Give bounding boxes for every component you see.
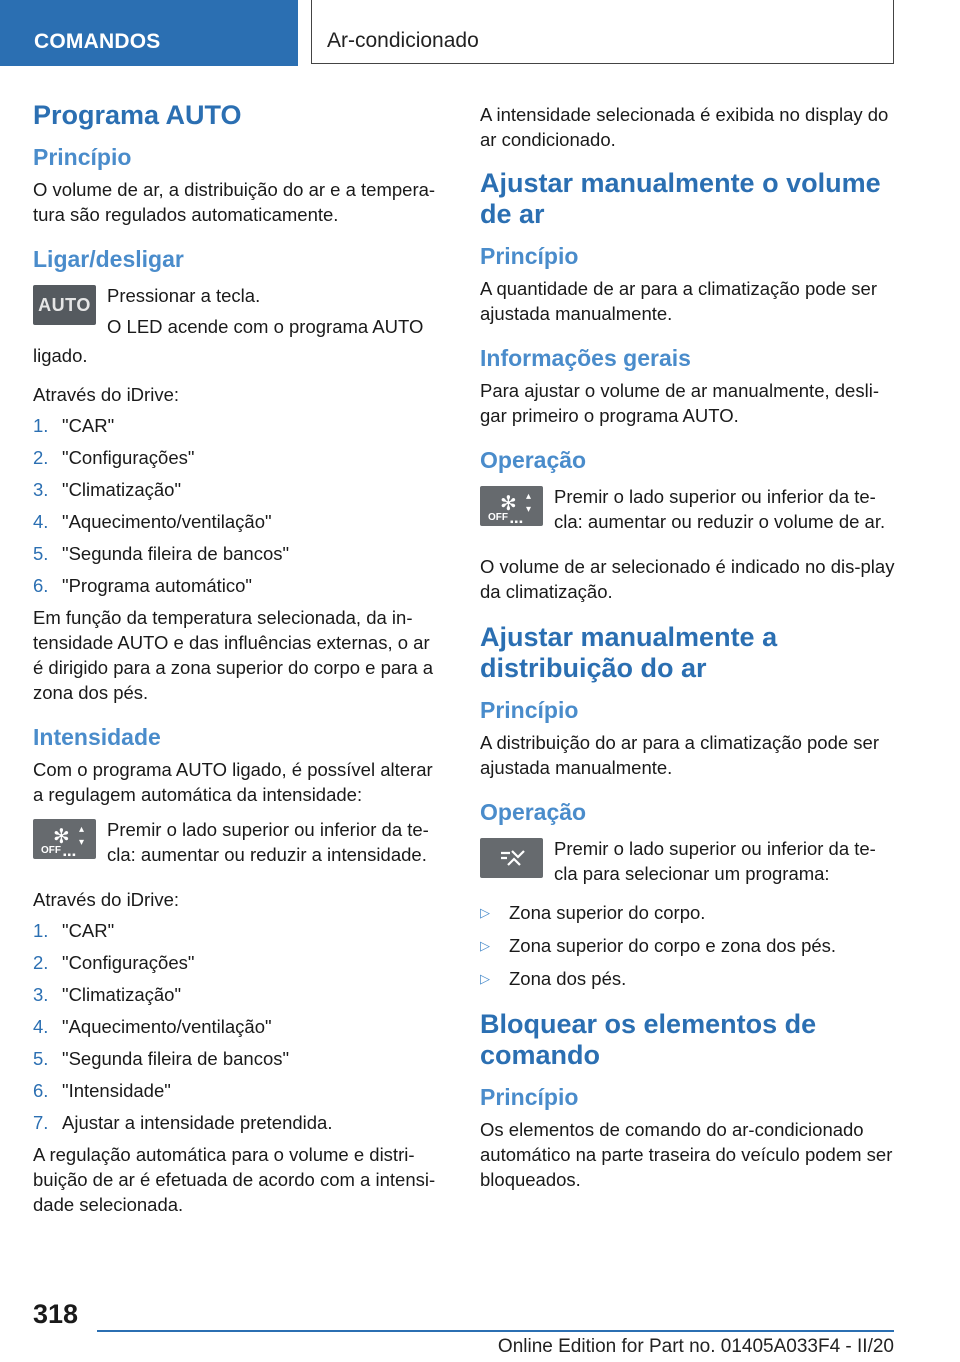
idrive-intro-2: Através do iDrive: — [33, 889, 179, 910]
distribuicao-principio-heading: Princípio — [480, 697, 579, 723]
fan-button-icon — [480, 486, 543, 526]
header-chapter-tab — [311, 0, 894, 64]
intensidade-key-text: Premir o lado superior ou inferior da te-cla: aumentar ou reduzir a intensidade. — [107, 819, 429, 865]
bloquear-title: Bloquear os elementos de comando — [480, 1009, 817, 1070]
principio-text: O volume de ar, a distribuição do ar e a tempera-tura são regulados automaticamente. — [33, 179, 436, 225]
auto-button-label: AUTO — [38, 295, 91, 315]
footer-divider — [97, 1330, 894, 1332]
bloquear-principio-heading: Princípio — [480, 1084, 579, 1110]
intensity-dots-icon: ▪▪▪ — [510, 517, 524, 528]
air-distribution-button-icon — [480, 838, 543, 878]
auto-key-row — [33, 283, 443, 345]
intensidade-text: Com o programa AUTO ligado, é possível alterar a regulagem automática da intensidade: — [33, 759, 433, 805]
list-item: ▷ Zona superior do corpo e zona dos pés. — [480, 935, 837, 956]
bloquear-principio-text: Os elementos de comando do ar-condicionado automático na parte traseira do veículo podem ser bloqueados. — [480, 1119, 893, 1190]
fan-key-row-right — [480, 484, 895, 540]
chevron-up-down-icon: ▴ ▾ — [526, 491, 532, 515]
left-column — [33, 100, 443, 1227]
list-item: 5. "Segunda fileira de bancos" — [33, 1048, 290, 1069]
regulacao-text: A regulação automática para o volume e distri-buição de ar é efetuada de acordo com a intensi-dade selecionada. — [33, 1144, 436, 1215]
list-item: 4. "Aquecimento/ventilação" — [33, 511, 272, 532]
distribution-programs-list — [480, 900, 895, 991]
operacao-key-text-1: Premir o lado superior ou inferior da te-cla: aumentar ou reduzir o volume de ar. — [554, 486, 886, 532]
auto-button-icon — [33, 285, 96, 325]
triangle-bullet-icon: ▷ — [480, 905, 490, 920]
off-label: OFF — [488, 512, 508, 523]
header-chapter-label: Ar-condicionado — [327, 29, 479, 52]
list-item: 1. "CAR" — [33, 415, 115, 436]
operacao-heading-1: Operação — [480, 447, 587, 473]
funcao-text: Em função da temperatura selecionada, da in-tensidade AUTO e das influências externas, o ar é dirigido para a zona superior do corpo e para a zona dos pés. — [33, 607, 434, 703]
list-item: 1. "CAR" — [33, 920, 115, 941]
chevron-up-down-icon: ▴ ▾ — [79, 824, 85, 848]
list-item: ▷ Zona superior do corpo. — [480, 902, 706, 923]
volume-principio-heading: Princípio — [480, 243, 579, 269]
triangle-bullet-icon: ▷ — [480, 971, 490, 986]
operacao-key-text-2: Premir o lado superior ou inferior da te-cla para selecionar um programa: — [554, 838, 876, 884]
intro-text: A intensidade selecionada é exibida no display do ar condicionado. — [480, 104, 889, 150]
operacao-heading-2: Operação — [480, 799, 587, 825]
list-item: 3. "Climatização" — [33, 984, 182, 1005]
auto-key-line-1: Pressionar a tecla. — [107, 285, 261, 306]
ligar-text: ligado. — [33, 345, 88, 366]
programa-auto-title: Programa AUTO — [33, 100, 242, 130]
fan-key-row-left — [33, 817, 443, 873]
ligar-desligar-heading: Ligar/desligar — [33, 246, 184, 272]
intensidade-heading: Intensidade — [33, 724, 161, 750]
airdist-key-row — [480, 836, 895, 892]
fan-button-icon — [33, 819, 96, 859]
volume-title: Ajustar manualmente o volume de ar — [480, 168, 881, 229]
list-item: 7. Ajustar a intensidade pretendida. — [33, 1112, 333, 1133]
info-gerais-text: Para ajustar o volume de ar manualmente, desli-gar primeiro o programa AUTO. — [480, 380, 879, 426]
list-item: ▷ Zona dos pés. — [480, 968, 627, 989]
triangle-bullet-icon: ▷ — [480, 938, 490, 953]
list-item: 4. "Aquecimento/ventilação" — [33, 1016, 272, 1037]
list-item: 5. "Segunda fileira de bancos" — [33, 543, 290, 564]
fan-icon: ✻ — [53, 826, 70, 848]
header-section-tab — [0, 0, 298, 66]
operacao-text-1: O volume de ar selecionado é indicado no dis-play da climatização. — [480, 556, 895, 602]
volume-principio-text: A quantidade de ar para a climatização pode ser ajustada manualmente. — [480, 278, 877, 324]
right-column — [480, 102, 895, 1202]
air-distribution-icon — [498, 847, 526, 869]
principio-heading: Princípio — [33, 144, 132, 170]
list-item: 2. "Configurações" — [33, 952, 195, 973]
distribuicao-principio-text: A distribuição do ar para a climatização pode ser ajustada manualmente. — [480, 732, 879, 778]
list-item: 3. "Climatização" — [33, 479, 182, 500]
idrive-steps-2 — [33, 918, 443, 1135]
distribuicao-title: Ajustar manualmente a distribuição do ar — [480, 622, 778, 683]
footer-edition: Online Edition for Part no. 01405A033F4 - II/20 — [497, 1336, 894, 1357]
list-item: 6. "Intensidade" — [33, 1080, 171, 1101]
list-item: 6. "Programa automático" — [33, 575, 252, 596]
list-item: 2. "Configurações" — [33, 447, 195, 468]
fan-icon: ✻ — [500, 493, 517, 515]
intensity-dots-icon: ▪▪▪ — [63, 850, 77, 861]
off-label: OFF — [41, 845, 61, 856]
header-section-label: COMANDOS — [34, 30, 161, 53]
info-gerais-heading: Informações gerais — [480, 345, 691, 371]
page-number: 318 — [33, 1299, 79, 1329]
idrive-steps-1 — [33, 413, 443, 598]
auto-key-line-2: O LED acende com o programa AUTO — [107, 316, 424, 337]
auto-key-description — [107, 283, 423, 345]
idrive-intro-1: Através do iDrive: — [33, 384, 179, 405]
